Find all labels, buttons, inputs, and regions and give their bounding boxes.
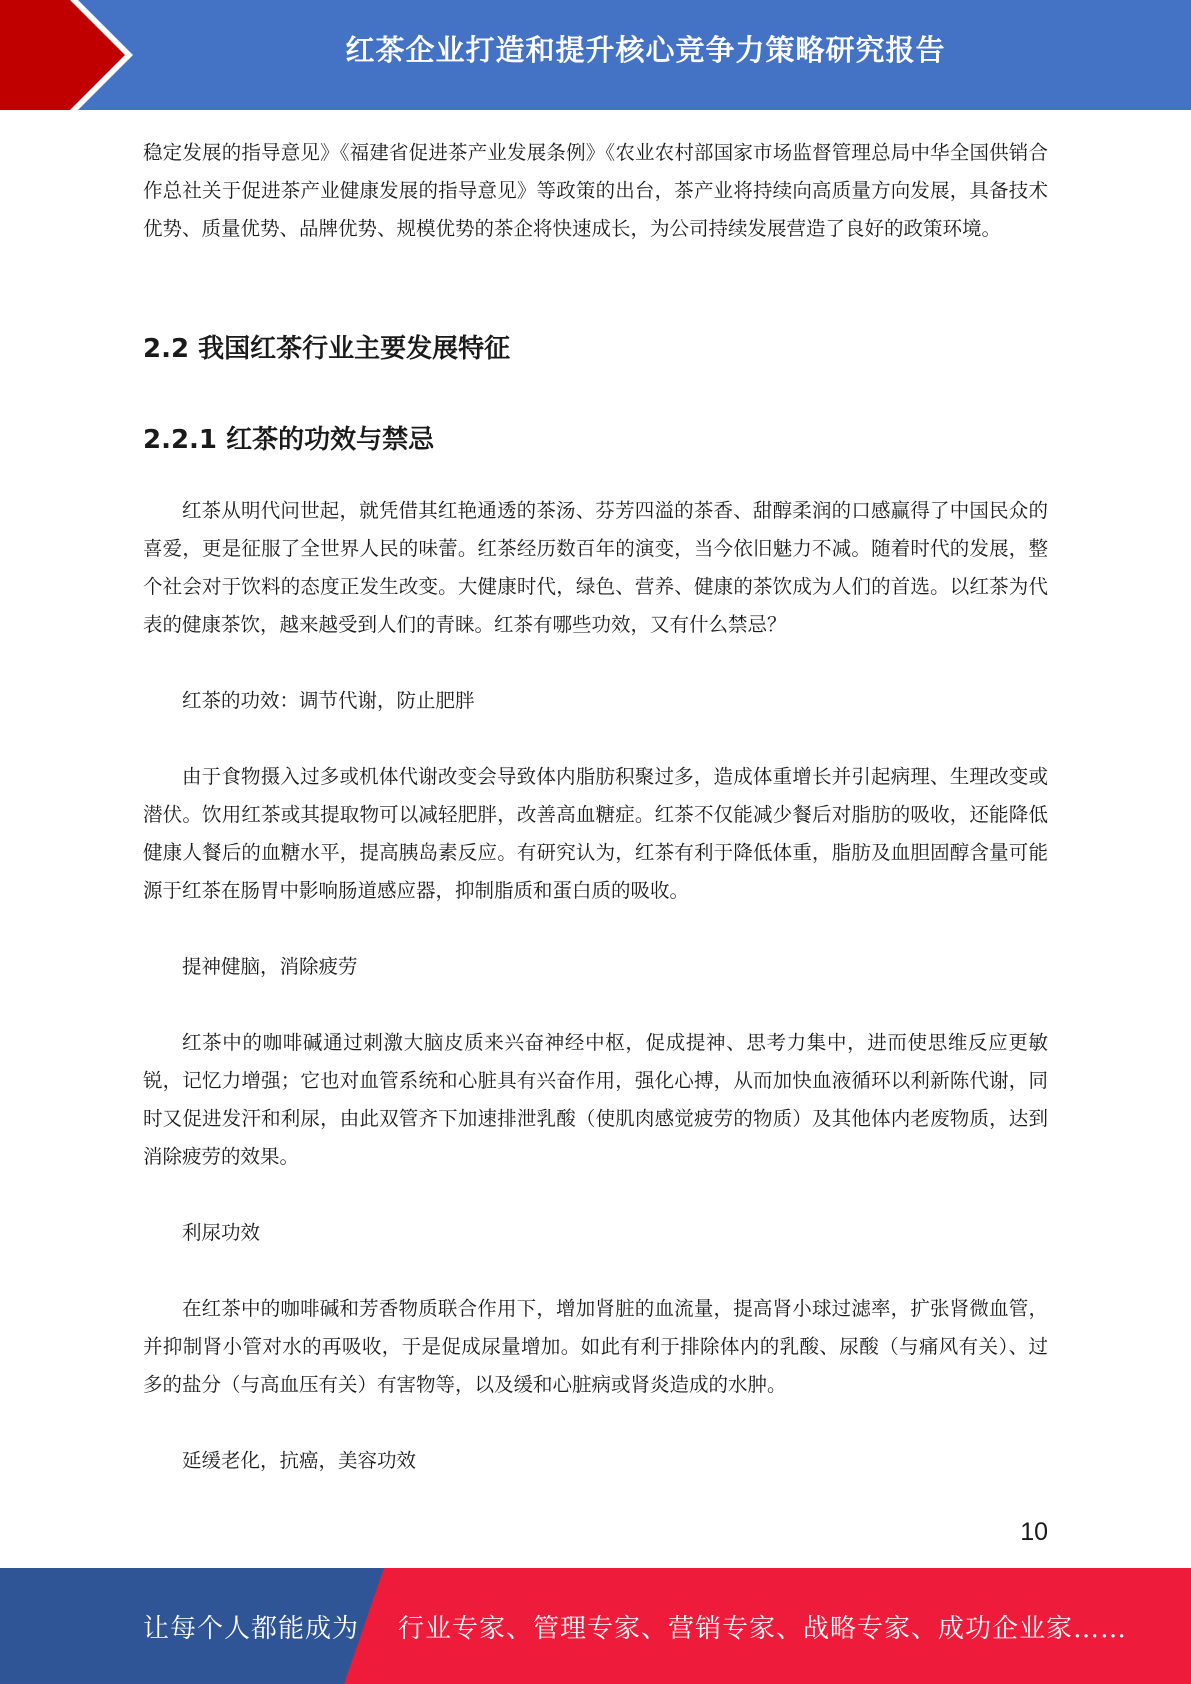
paragraph-refresh: 红茶中的咖啡碱通过刺激大脑皮质来兴奋神经中枢，促成提神、思考力集中，进而使思维反应更敏锐，记忆力增强；它也对血管系统和心脏具有兴奋作用，强化心搏，从而加快血液循环以利新陈代谢，同时又促进发汗和利尿，由此双管齐下加速排泄乳酸（使肌肉感觉疲劳的物质）及其他体内老废物质，达到消除疲劳的效果。: [143, 1031, 1048, 1168]
page-footer: [0, 1568, 1191, 1684]
page-header: [0, 0, 1191, 110]
footer-slogan-left: 让每个人都能成为: [143, 1614, 360, 1644]
paragraph-metabolism: 由于食物摄入过多或机体代谢改变会导致体内脂肪积聚过多，造成体重增长并引起病理、生理改变或潜伏。饮用红茶或其提取物可以减轻肥胖，改善高血糖症。红茶不仅能减少餐后对脂肪的吸收，还能降低健康人餐后的血糖水平，提高胰岛素反应。有研究认为，红茶有利于降低体重，脂肪及血胆固醇含量可能源于红茶在肠胃中影响肠道感应器，抑制脂质和蛋白质的吸收。: [143, 765, 1048, 902]
footer-slogan-right: 行业专家、管理专家、营销专家、战略专家、成功企业家……: [398, 1614, 1128, 1644]
header-arrow-decoration: [0, 0, 160, 110]
paragraph-benefit-heading-refresh: 提神健脑，消除疲劳: [182, 955, 358, 978]
paragraph-benefit-heading-diuretic: 利尿功效: [182, 1221, 261, 1244]
page-number: 10: [1020, 1518, 1048, 1546]
paragraph-intro-black-tea: 红茶从明代问世起，就凭借其红艳通透的茶汤、芬芳四溢的茶香、甜醇柔润的口感赢得了中国民众的喜爱，更是征服了全世界人民的味蕾。红茶经历数百年的演变，当今依旧魅力不减。随着时代的发展，整个社会对于饮料的态度正发生改变。大健康时代，绿色、营养、健康的茶饮成为人们的首选。以红茶为代表的健康茶饮，越来越受到人们的青睐。红茶有哪些功效，又有什么禁忌？: [143, 499, 1048, 636]
paragraph-benefit-heading-antiaging: 延缓老化，抗癌，美容功效: [182, 1449, 417, 1472]
intro-paragraph: 稳定发展的指导意见》《福建省促进茶产业发展条例》《农业农村部国家市场监督管理总局中华全国供销合作总社关于促进茶产业健康发展的指导意见》等政策的出台，茶产业将持续向高质量方向发展，具备技术优势、质量优势、品牌优势、规模优势的茶企将快速成长，为公司持续发展营造了良好的政策环境。: [143, 141, 1048, 240]
report-title: 红茶企业打造和提升核心竞争力策略研究报告: [345, 33, 946, 67]
paragraph-benefit-heading-metabolism: 红茶的功效：调节代谢，防止肥胖: [182, 689, 475, 712]
document-body: [143, 134, 1048, 1480]
subsection-heading: 2.2.1 红茶的功效与禁忌: [143, 425, 435, 455]
section-heading: 2.2 我国红茶行业主要发展特征: [143, 334, 511, 364]
paragraph-diuretic: 在红茶中的咖啡碱和芳香物质联合作用下，增加肾脏的血流量，提高肾小球过滤率，扩张肾微血管，并抑制肾小管对水的再吸收，于是促成尿量增加。如此有利于排除体内的乳酸、尿酸（与痛风有关）、过多的盐分（与高血压有关）有害物等，以及缓和心脏病或肾炎造成的水肿。: [143, 1297, 1048, 1396]
